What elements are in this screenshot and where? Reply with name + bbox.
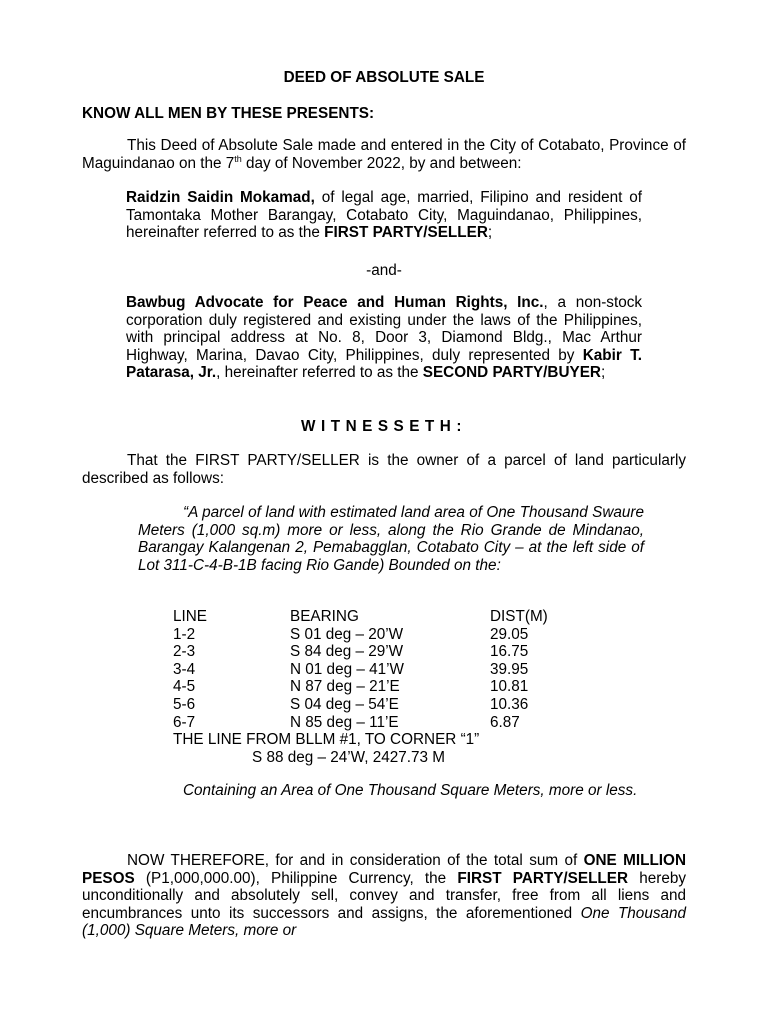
line-cell: 5-6: [173, 695, 196, 713]
line-cell: 6-7: [173, 713, 196, 731]
distance-cell: 16.75: [490, 643, 529, 661]
line-cell: 2-3: [173, 643, 196, 661]
land-description: “A parcel of land with estimated land area of One Thousand Swaure Meters (1,000 sq.m) more or less, along the Rio Grande de Mindanao, Barangay Kalangenan 2, Pemabagglan, Cotabato City – at the left side of Lot 311-C-4-B-1B facing Rio Gande) Bounded on the:: [138, 504, 644, 574]
first-party-paragraph: Raidzin Saidin Mokamad, of legal age, married, Filipino and resident of Tamontaka Mother Barangay, Cotabato City, Maguindanao, Philippines, hereinafter referred to as the FIRST PARTY/SELLER;: [126, 189, 642, 241]
bearing-cell: N 85 deg – 11’E: [290, 713, 399, 731]
second-party-name: Bawbug Advocate for Peace and Human Rights, Inc.: [126, 294, 544, 311]
bllm-line: THE LINE FROM BLLM #1, TO CORNER “1”: [173, 731, 480, 748]
distance-cell: 10.81: [490, 678, 529, 696]
second-party-role: SECOND PARTY/BUYER: [422, 364, 601, 381]
distance-cell: 6.87: [490, 713, 520, 731]
bllm-value: S 88 deg – 24’W, 2427.73 M: [252, 749, 446, 766]
first-party-name: Raidzin Saidin Mokamad,: [126, 189, 315, 206]
bearing-cell: N 01 deg – 41’W: [290, 660, 404, 678]
containing-area-text: Containing an Area of One Thousand Square Meters, more or less.: [183, 782, 638, 799]
distance-cell: 29.05: [490, 625, 529, 643]
distance-cell: 39.95: [490, 660, 529, 678]
witnesseth-heading: WITNESSETH:: [301, 418, 467, 435]
bearing-cell: S 04 deg – 54’E: [290, 695, 399, 713]
representative-name: Kabir T. Patarasa, Jr.: [126, 346, 642, 381]
intro-paragraph: This Deed of Absolute Sale made and entered in the City of Cotabato, Province of Maguindanao on the 7th day of November 2022, by and between:: [82, 137, 686, 172]
line-cell: 4-5: [173, 678, 196, 696]
line-cell: 3-4: [173, 660, 196, 678]
first-party-role: FIRST PARTY/SELLER: [324, 224, 488, 241]
header-bearing: BEARING: [290, 608, 359, 625]
table-row: [173, 626, 593, 644]
table-row: [173, 661, 593, 679]
area-italic: One Thousand (1,000) Square Meters, more or: [82, 904, 686, 939]
consideration-paragraph: NOW THEREFORE, for and in consideration of the total sum of ONE MILLION PESOS (P1,000,000.00), Philippine Currency, the FIRST PARTY/SELLER hereby unconditionally and absolutely sell, convey and transfer, free from all liens and encumbrances unto its successors and assigns, the aforementioned One Thousand (1,000) Square Meters, more or: [82, 852, 686, 939]
second-party-paragraph: Bawbug Advocate for Peace and Human Rights, Inc., a non-stock corporation duly registered and existing under the laws of the Philippines, with principal address at No. 8, Door 3, Diamond Bldg., Mac Arthur Highway, Marina, Davao City, Philippines, duly represented by Kabir T. Patarasa, Jr., hereinafter referred to as the SECOND PARTY/BUYER;: [126, 294, 643, 381]
know-all-men-heading: KNOW ALL MEN BY THESE PRESENTS:: [82, 105, 375, 122]
bearing-table: [173, 608, 593, 731]
header-line: LINE: [173, 608, 208, 625]
table-row: [173, 696, 593, 714]
seller-role: FIRST PARTY/SELLER: [457, 869, 629, 887]
bearing-cell: S 84 deg – 29’W: [290, 643, 404, 661]
distance-cell: 10.36: [490, 695, 529, 713]
document-title: DEED OF ABSOLUTE SALE: [283, 69, 485, 86]
amount-words: ONE MILLION PESOS: [82, 852, 686, 887]
table-header-row: [173, 608, 593, 626]
header-distance: DIST(M): [490, 608, 548, 625]
bearing-cell: S 01 deg – 20’W: [290, 625, 404, 643]
and-separator: -and-: [366, 262, 402, 279]
table-row: [173, 643, 593, 661]
ordinal-suffix: th: [234, 153, 242, 164]
line-cell: 1-2: [173, 625, 196, 643]
bearing-cell: N 87 deg – 21’E: [290, 678, 400, 696]
owner-paragraph: That the FIRST PARTY/SELLER is the owner of a parcel of land particularly described as follows:: [82, 452, 686, 487]
table-row: [173, 678, 593, 696]
table-row: [173, 714, 593, 732]
